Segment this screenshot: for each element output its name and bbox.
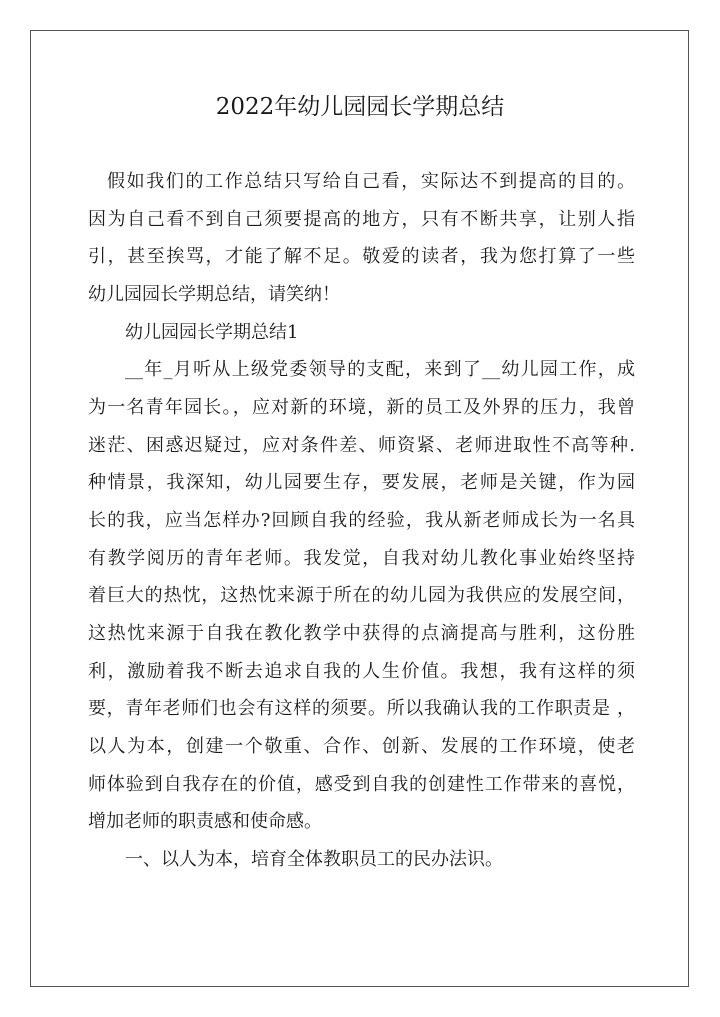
body-line: 着巨大的热忱，这热忱来源于所在的幼儿园为我供应的发展空间， [88, 585, 635, 606]
body-line: __年_月听从上级党委领导的支配，来到了__幼儿园工作，成 [125, 359, 635, 380]
body-line: 长的我，应当怎样办?回顾自我的经验，我从新老师成长为一名具 [88, 510, 635, 531]
intro-line: 因为自己看不到自己须要提高的地方，只有不断共享，让别人指 [88, 209, 635, 230]
body-line: 师体验到自我存在的价值，感受到自我的创建性工作带来的喜悦， [88, 774, 635, 795]
document-title: 2022年幼儿园园长学期总结 [215, 94, 505, 120]
body-line: 种情景，我深知，幼儿园要生存，要发展，老师是关键，作为园 [88, 472, 635, 493]
intro-line: 幼儿园园长学期总结，请笑纳！ [88, 284, 340, 305]
body-line: 增加老师的职责感和使命感。 [88, 811, 322, 832]
body-line: 利，激励着我不断去追求自我的人生价值。我想，我有这样的须 [88, 661, 635, 682]
intro-line: 引，甚至挨骂，才能了解不足。敬爱的读者，我为您打算了一些 [88, 246, 635, 267]
subsection-heading: 一、以人为本，培育全体教职员工的民办法识。 [125, 849, 503, 870]
body-line: 以人为本，创建一个敬重、合作、创新、发展的工作环境，使老 [88, 736, 635, 757]
body-line: 迷茫、困惑迟疑过，应对条件差、师资紧、老师进取性不高等种. [88, 435, 635, 456]
section-heading: 幼儿园园长学期总结1 [125, 322, 299, 343]
body-line: 要，青年老师们也会有这样的须要。所以我确认我的工作职责是 ， [88, 698, 635, 719]
intro-line: 假如我们的工作总结只写给自己看，实际达不到提高的目的。 [107, 171, 635, 192]
body-line: 这热忱来源于自我在教化教学中获得的点滴提高与胜利，这份胜 [88, 623, 635, 644]
body-line: 为一名青年园长。，应对新的环境，新的员工及外界的压力，我曾 [88, 397, 635, 418]
body-line: 有教学阅历的青年老师。我发觉，自我对幼儿教化事业始终坚持 [88, 548, 635, 569]
